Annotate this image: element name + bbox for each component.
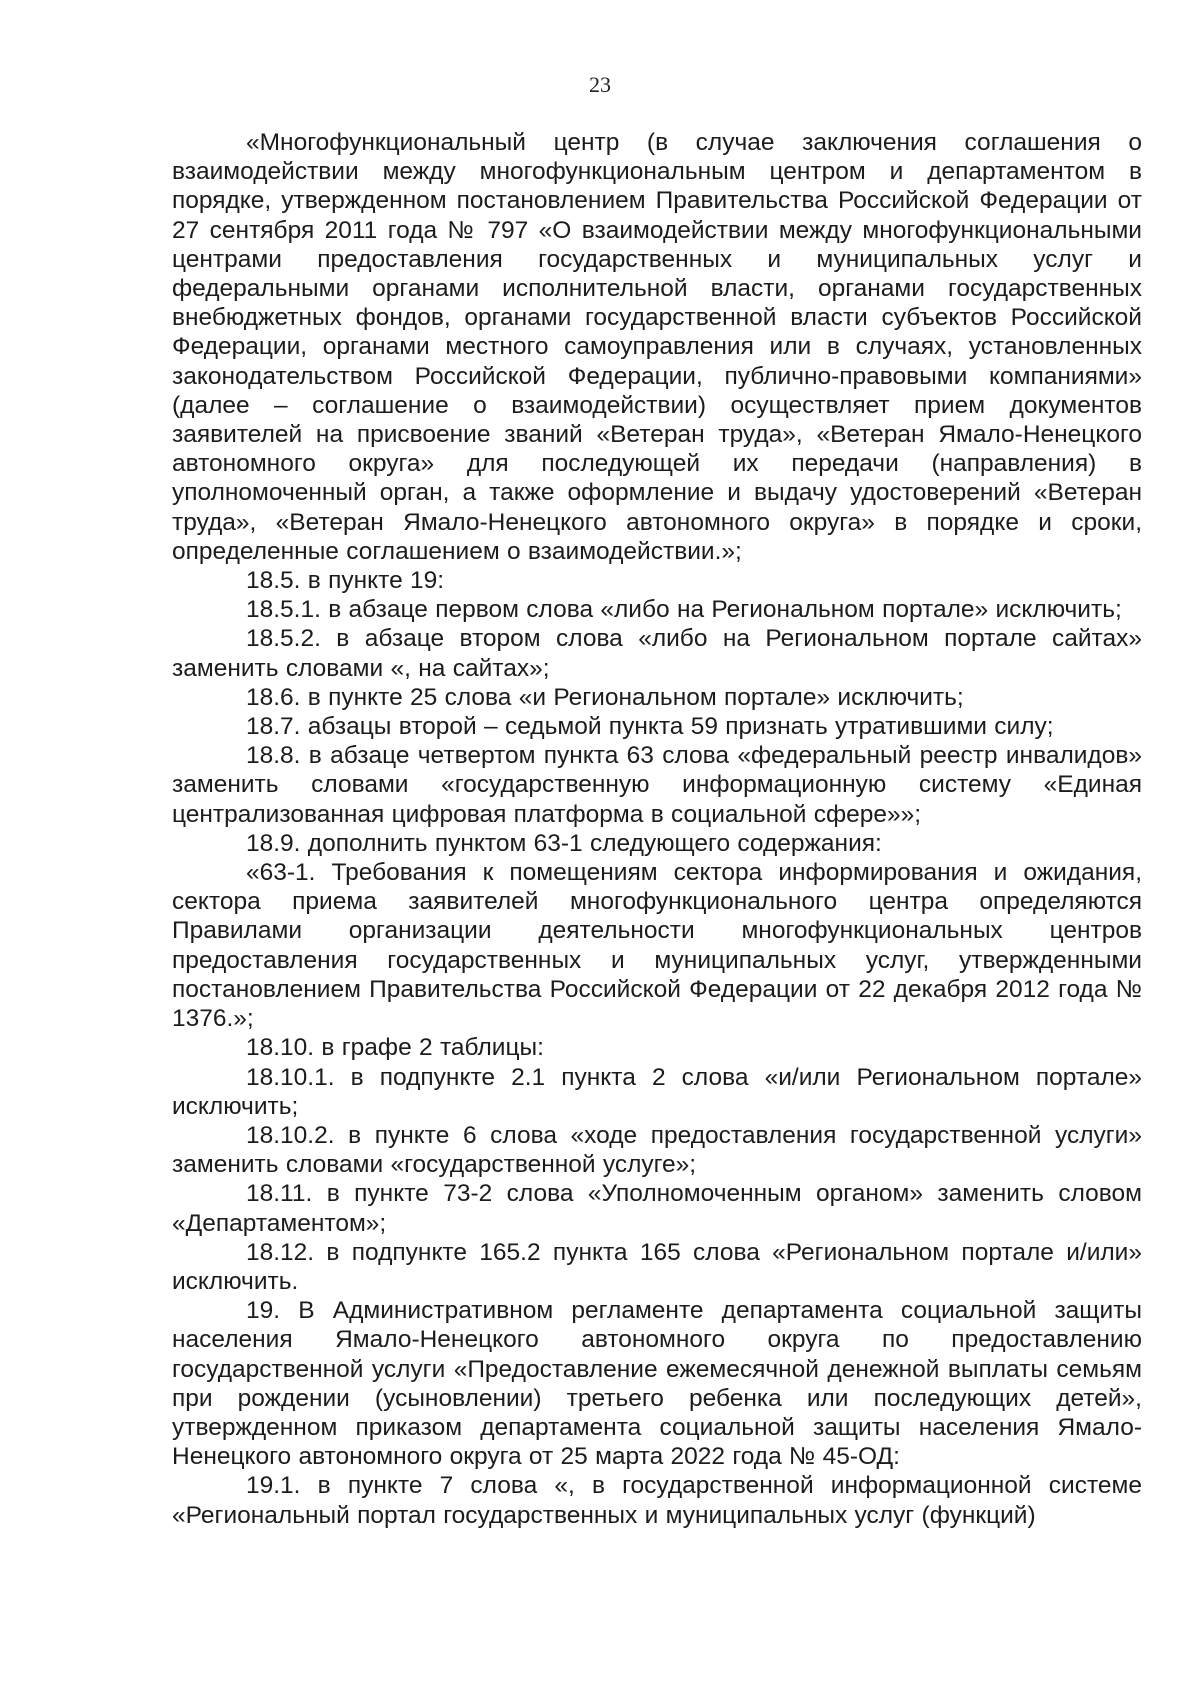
paragraph-18-10-2: 18.10.2. в пункте 6 слова «ходе предоставления государственной услуги» заменить словами «государственной услуге»; — [172, 1121, 1142, 1179]
paragraph-19-1: 19.1. в пункте 7 слова «, в государственной информационной системе «Региональный портал государственных и муниципальных услуг (функций) — [172, 1472, 1142, 1529]
paragraph-18-10: 18.10. в графе 2 таблицы: — [246, 1034, 544, 1062]
document-body — [172, 128, 1142, 1530]
paragraph-18-8: 18.8. в абзаце четвертом пункта 63 слова «федеральный реестр инвалидов» заменить словами «государственную информационную систему «Единая централизованная цифровая платформа в социальной сфере»»; — [172, 742, 1142, 828]
paragraph-18-5-1: 18.5.1. в абзаце первом слова «либо на Региональном портале» исключить; — [246, 596, 1122, 624]
page-number: 23 — [589, 72, 611, 97]
paragraph-18-12: 18.12. в подпункте 165.2 пункта 165 слова «Региональном портале и/или» исключить. — [172, 1238, 1142, 1295]
paragraph-18-5: 18.5. в пункте 19: — [246, 567, 445, 595]
paragraph-63-1: «63-1. Требования к помещениям сектора информирования и ожидания, сектора приема заявителей многофункционального центра определяются Правилами организации деятельности многофункциональных центров предоставления государственных и муниципальных услуг, утвержденными постановлением Правительства Российской Федерации от 22 декабря 2012 года № 1376.»; — [172, 859, 1142, 1033]
paragraph-18-11: 18.11. в пункте 73-2 слова «Уполномоченным органом» заменить словом «Департаментом»; — [172, 1180, 1142, 1237]
paragraph-18-7: 18.7. абзацы второй – седьмой пункта 59 признать утратившими силу; — [246, 713, 1054, 741]
paragraph-18-6: 18.6. в пункте 25 слова «и Региональном портале» исключить; — [246, 683, 964, 711]
paragraph-18-5-2: 18.5.2. в абзаце втором слова «либо на Региональном портале сайтах» заменить словами «, на сайтах»; — [172, 625, 1142, 682]
paragraph-19: 19. В Административном регламенте департамента социальной защиты населения Ямало-Ненецкого автономного округа по предоставлению государственной услуги «Предоставление ежемесячной денежной выплаты семьям при рождении (усыновлении) третьего ребенка или последующих детей», утвержденном приказом департамента социальной защиты населения Ямало-Ненецкого автономного округа от 25 марта 2022 года № 45-ОД: — [172, 1297, 1142, 1471]
paragraph-18-9: 18.9. дополнить пунктом 63-1 следующего содержания: — [246, 829, 882, 857]
paragraph-18-10-1: 18.10.1. в подпункте 2.1 пункта 2 слова «и/или Региональном портале» исключить; — [172, 1063, 1142, 1120]
paragraph-mfc-intro: «Многофункциональный центр (в случае заключения соглашения о взаимодействии между многофункциональным центром и департаментом в порядке, утвержденном постановлением Правительства Российской Федерации от 27 сентября 2011 года № 797 «О взаимодействии между многофункциональными центрами предоставления государственных и муниципальных услуг и федеральными органами исполнительной власти, органами государственных внебюджетных фондов, органами государственной власти субъектов Российской Федерации, органами местного самоуправления или в случаях, установленных законодательством Российской Федерации, публично-правовыми компаниями» (далее – соглашение о взаимодействии) осуществляет прием документов заявителей на присвоение званий «Ветеран труда», «Ветеран Ямало-Ненецкого автономного округа» для последующей их передачи (направления) в уполномоченный орган, а также оформление и выдачу удостоверений «Ветеран труда», «Ветеран Ямало-Ненецкого автономного округа» в порядке и сроки, определенные соглашением о взаимодействии.»; — [172, 129, 1142, 565]
